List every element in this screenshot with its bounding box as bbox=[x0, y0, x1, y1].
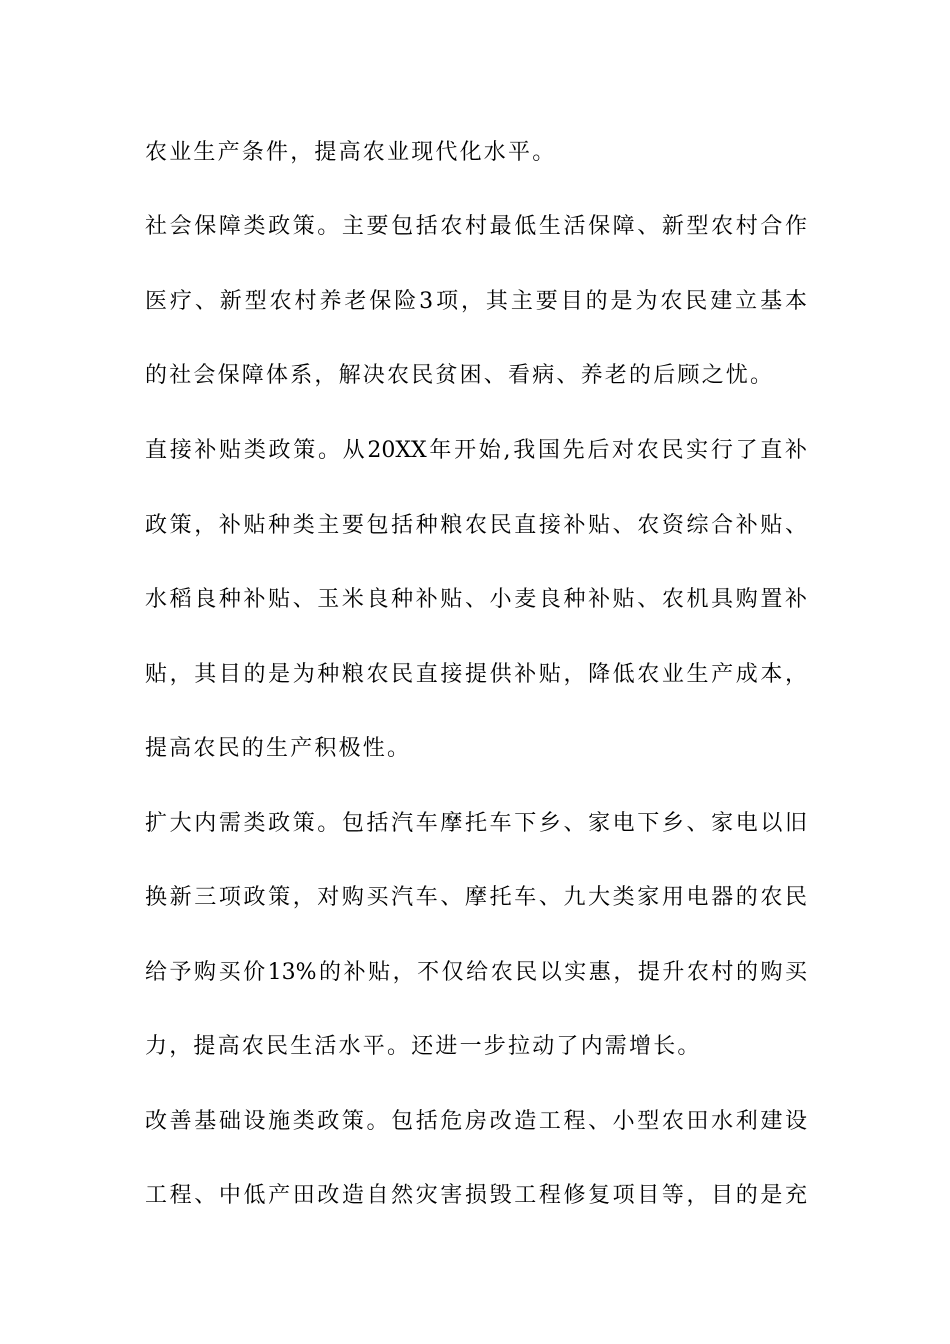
paragraph-line: 贴，其目的是为种粮农民直接提供补贴，降低农业生产成本， bbox=[145, 662, 807, 687]
paragraph-line: 社会保障类政策。主要包括农村最低生活保障、新型农村合作 bbox=[145, 214, 807, 239]
paragraph-line: 工程、中低产田改造自然灾害损毁工程修复项目等，目的是充 bbox=[145, 1183, 807, 1208]
paragraph-line: 改善基础设施类政策。包括危房改造工程、小型农田水利建设 bbox=[145, 1109, 807, 1134]
paragraph-line: 政策，补贴种类主要包括种粮农民直接补贴、农资综合补贴、 bbox=[145, 513, 807, 538]
paragraph-line: 给予购买价13%的补贴，不仅给农民以实惠，提升农村的购买 bbox=[145, 960, 807, 985]
paragraph-line: 农业生产条件，提高农业现代化水平。 bbox=[145, 140, 557, 165]
paragraph-line: 提高农民的生产积极性。 bbox=[145, 736, 412, 761]
paragraph-line: 直接补贴类政策。从20XX年开始,我国先后对农民实行了直补 bbox=[145, 438, 807, 463]
paragraph-line: 水稻良种补贴、玉米良种补贴、小麦良种补贴、农机具购置补 bbox=[145, 587, 807, 612]
paragraph-line: 的社会保障体系，解决农民贫困、看病、养老的后顾之忧。 bbox=[145, 363, 775, 388]
paragraph-line: 力，提高农民生活水平。还进一步拉动了内需增长。 bbox=[145, 1034, 702, 1059]
paragraph-line: 扩大内需类政策。包括汽车摩托车下乡、家电下乡、家电以旧 bbox=[145, 811, 807, 836]
paragraph-line: 换新三项政策，对购买汽车、摩托车、九大类家用电器的农民 bbox=[145, 885, 807, 910]
paragraph-line: 医疗、新型农村养老保险3项，其主要目的是为农民建立基本 bbox=[145, 289, 807, 314]
